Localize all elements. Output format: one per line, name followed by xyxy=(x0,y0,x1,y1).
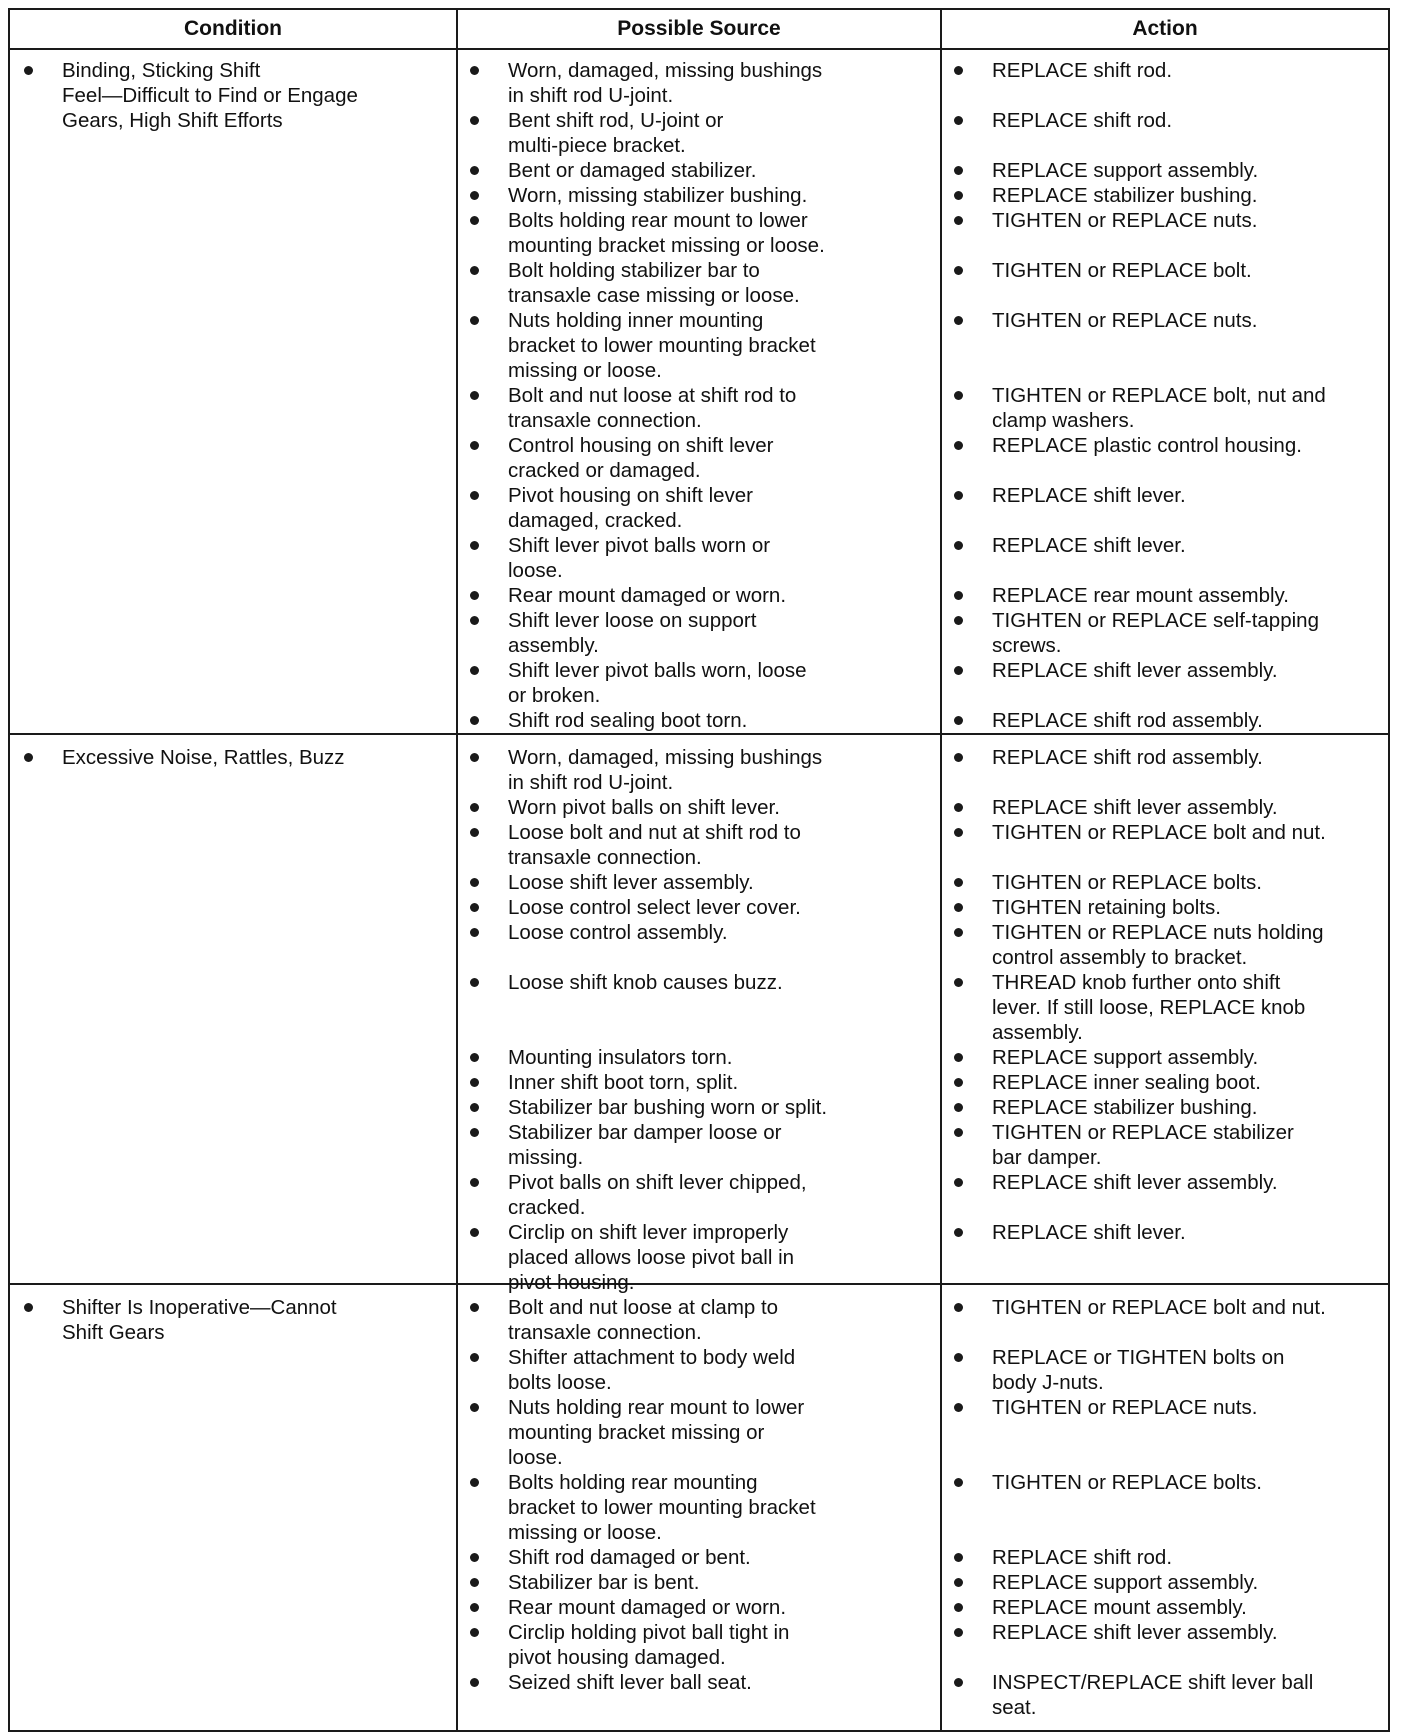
bullet-icon xyxy=(470,753,479,762)
source-text-line: Worn, damaged, missing bushings xyxy=(508,746,823,769)
action-text xyxy=(992,608,1319,658)
source-text-line: pivot housing damaged. xyxy=(508,1646,726,1669)
source-text-line: Pivot balls on shift lever chipped, xyxy=(508,1171,807,1194)
action-text xyxy=(992,108,1172,133)
action-text-line: INSPECT/REPLACE shift lever ball xyxy=(992,1671,1314,1694)
action-text-line: REPLACE shift lever assembly. xyxy=(992,1171,1278,1194)
action-text xyxy=(992,1545,1172,1570)
bullet-icon xyxy=(470,1078,479,1087)
action-text xyxy=(992,1620,1278,1645)
source-text-line: Rear mount damaged or worn. xyxy=(508,584,787,607)
condition-text-line: Binding, Sticking Shift xyxy=(62,59,261,82)
bullet-icon xyxy=(954,1403,963,1412)
source-text xyxy=(508,583,786,608)
source-text xyxy=(508,1295,778,1345)
table-row xyxy=(10,1285,1388,1730)
source-text-line: Bolt holding stabilizer bar to xyxy=(508,259,760,282)
bullet-icon xyxy=(470,441,479,450)
action-text xyxy=(992,383,1326,433)
action-text-line: seat. xyxy=(992,1696,1037,1719)
table-row xyxy=(10,735,1388,1294)
source-text-line: Shift lever pivot balls worn or xyxy=(508,534,771,557)
bullet-icon xyxy=(954,1053,963,1062)
action-text xyxy=(992,208,1257,233)
source-text-line: Shifter attachment to body weld xyxy=(508,1346,796,1369)
action-text-line: bar damper. xyxy=(992,1146,1102,1169)
bullet-icon xyxy=(470,1553,479,1562)
source-text-line: Loose control assembly. xyxy=(508,921,728,944)
bullet-icon xyxy=(954,928,963,937)
bullet-icon xyxy=(24,66,33,75)
action-text xyxy=(992,745,1263,770)
source-text-line: placed allows loose pivot ball in xyxy=(508,1246,795,1269)
source-text-line: loose. xyxy=(508,559,563,582)
action-text-line: REPLACE plastic control housing. xyxy=(992,434,1302,457)
source-text-line: Seized shift lever ball seat. xyxy=(508,1671,752,1694)
source-text xyxy=(508,1220,794,1295)
bullet-icon xyxy=(470,1353,479,1362)
action-text-line: body J-nuts. xyxy=(992,1371,1104,1394)
bullet-icon xyxy=(954,116,963,125)
bullet-icon xyxy=(954,1628,963,1637)
action-text xyxy=(992,433,1302,458)
source-text-line: Loose shift knob causes buzz. xyxy=(508,971,783,994)
bullet-icon xyxy=(470,216,479,225)
source-text xyxy=(508,533,770,583)
source-text xyxy=(508,58,822,108)
bullet-icon xyxy=(954,491,963,500)
action-text-line: REPLACE or TIGHTEN bolts on xyxy=(992,1346,1285,1369)
action-text-line: THREAD knob further onto shift xyxy=(992,971,1281,994)
bullet-icon xyxy=(954,391,963,400)
bullet-icon xyxy=(470,1053,479,1062)
source-text-line: transaxle connection. xyxy=(508,409,702,432)
source-text xyxy=(508,158,756,183)
source-text xyxy=(508,970,783,995)
bullet-icon xyxy=(470,716,479,725)
bullet-icon xyxy=(954,803,963,812)
source-text-line: Loose bolt and nut at shift rod to xyxy=(508,821,801,844)
action-text-line: clamp washers. xyxy=(992,409,1135,432)
action-text-line: REPLACE shift lever. xyxy=(992,1221,1186,1244)
condition-text-line: Gears, High Shift Efforts xyxy=(62,109,283,132)
action-text-line: REPLACE support assembly. xyxy=(992,1571,1259,1594)
source-text-line: bolts loose. xyxy=(508,1371,612,1394)
source-text xyxy=(508,1345,795,1395)
action-text xyxy=(992,820,1326,845)
source-text-line: in shift rod U-joint. xyxy=(508,771,674,794)
source-text xyxy=(508,1620,789,1670)
source-text-line: transaxle connection. xyxy=(508,1321,702,1344)
action-text-line: assembly. xyxy=(992,1021,1083,1044)
bullet-icon xyxy=(470,491,479,500)
action-text xyxy=(992,308,1257,333)
action-text xyxy=(992,1470,1262,1495)
bullet-icon xyxy=(954,1228,963,1237)
source-text-line: damaged, cracked. xyxy=(508,509,683,532)
bullet-icon xyxy=(24,753,33,762)
action-text-line: REPLACE stabilizer bushing. xyxy=(992,184,1258,207)
action-text-line: lever. If still loose, REPLACE knob xyxy=(992,996,1306,1019)
bullet-icon xyxy=(954,716,963,725)
source-text xyxy=(508,258,800,308)
bullet-icon xyxy=(954,441,963,450)
condition-text-line: Feel—Difficult to Find or Engage xyxy=(62,84,358,107)
source-text xyxy=(508,1120,781,1170)
action-text xyxy=(992,1345,1284,1395)
bullet-icon xyxy=(470,978,479,987)
action-text xyxy=(992,920,1324,970)
source-text-line: Bolt and nut loose at shift rod to xyxy=(508,384,797,407)
source-text-line: Worn, damaged, missing bushings xyxy=(508,59,823,82)
bullet-icon xyxy=(470,1403,479,1412)
source-text xyxy=(508,483,753,533)
condition-text xyxy=(62,1295,337,1345)
condition-text xyxy=(62,745,345,770)
source-text-line: Nuts holding inner mounting xyxy=(508,309,764,332)
source-text xyxy=(508,183,807,208)
source-text-line: Pivot housing on shift lever xyxy=(508,484,753,507)
action-text-line: REPLACE inner sealing boot. xyxy=(992,1071,1261,1094)
bullet-icon xyxy=(470,1628,479,1637)
action-text xyxy=(992,870,1262,895)
action-text-line: REPLACE rear mount assembly. xyxy=(992,584,1289,607)
bullet-icon xyxy=(954,878,963,887)
bullet-icon xyxy=(954,266,963,275)
source-text-line: transaxle case missing or loose. xyxy=(508,284,800,307)
action-text-line: TIGHTEN or REPLACE self-tapping xyxy=(992,609,1319,632)
bullet-icon xyxy=(470,116,479,125)
action-text-line: REPLACE shift lever assembly. xyxy=(992,1621,1278,1644)
bullet-icon xyxy=(954,1078,963,1087)
source-text xyxy=(508,708,747,733)
bullet-icon xyxy=(470,541,479,550)
source-text-line: Loose control select lever cover. xyxy=(508,896,801,919)
action-text xyxy=(992,1095,1258,1120)
source-text xyxy=(508,1545,751,1570)
source-text xyxy=(508,308,816,383)
source-text xyxy=(508,1595,786,1620)
source-text-line: Bolts holding rear mount to lower xyxy=(508,209,808,232)
action-text-line: REPLACE shift rod assembly. xyxy=(992,709,1263,732)
source-text-line: transaxle connection. xyxy=(508,846,702,869)
source-text-line: Stabilizer bar is bent. xyxy=(508,1571,700,1594)
source-text-line: Circlip holding pivot ball tight in xyxy=(508,1621,790,1644)
source-text-line: Bolts holding rear mounting xyxy=(508,1471,758,1494)
source-text xyxy=(508,795,780,820)
source-text xyxy=(508,383,796,433)
action-text-line: REPLACE stabilizer bushing. xyxy=(992,1096,1258,1119)
action-text-line: REPLACE mount assembly. xyxy=(992,1596,1247,1619)
bullet-icon xyxy=(954,1478,963,1487)
source-text xyxy=(508,820,801,870)
source-text-line: pivot housing. xyxy=(508,1271,635,1294)
bullet-icon xyxy=(954,66,963,75)
bullet-icon xyxy=(470,1303,479,1312)
action-text xyxy=(992,1670,1313,1720)
action-text xyxy=(992,1395,1257,1420)
source-text-line: cracked. xyxy=(508,1196,586,1219)
source-text xyxy=(508,208,825,258)
bullet-icon xyxy=(954,1178,963,1187)
action-text-line: screws. xyxy=(992,634,1062,657)
bullet-icon xyxy=(954,316,963,325)
action-text-line: REPLACE shift rod. xyxy=(992,109,1173,132)
action-text-line: TIGHTEN or REPLACE bolt, nut and xyxy=(992,384,1326,407)
action-text-line: REPLACE shift lever. xyxy=(992,534,1186,557)
bullet-icon xyxy=(954,216,963,225)
source-text xyxy=(508,870,754,895)
bullet-icon xyxy=(470,266,479,275)
troubleshooting-table xyxy=(8,8,1390,1732)
action-text xyxy=(992,1120,1294,1170)
source-text-line: Bent shift rod, U-joint or xyxy=(508,109,724,132)
source-text-line: Shift rod damaged or bent. xyxy=(508,1546,751,1569)
bullet-icon xyxy=(954,616,963,625)
action-text-line: TIGHTEN retaining bolts. xyxy=(992,896,1221,919)
action-text xyxy=(992,1045,1258,1070)
action-text-line: TIGHTEN or REPLACE bolt and nut. xyxy=(992,1296,1326,1319)
source-text xyxy=(508,1395,804,1470)
condition-text-line: Excessive Noise, Rattles, Buzz xyxy=(62,746,345,769)
action-text xyxy=(992,708,1263,733)
source-text xyxy=(508,108,723,158)
table-header xyxy=(10,10,1388,50)
bullet-icon xyxy=(470,1478,479,1487)
bullet-icon xyxy=(470,591,479,600)
bullet-icon xyxy=(470,828,479,837)
bullet-icon xyxy=(954,1553,963,1562)
action-text xyxy=(992,583,1289,608)
source-text xyxy=(508,1045,732,1070)
bullet-icon xyxy=(954,191,963,200)
bullet-icon xyxy=(470,66,479,75)
action-text xyxy=(992,1170,1278,1195)
action-text-line: REPLACE shift lever. xyxy=(992,484,1186,507)
source-text xyxy=(508,1670,752,1695)
source-text-line: Inner shift boot torn, split. xyxy=(508,1071,739,1094)
possible-source-header: Possible Source xyxy=(617,17,781,40)
source-text-line: bracket to lower mounting bracket xyxy=(508,1496,816,1519)
source-text-line: missing or loose. xyxy=(508,1521,662,1544)
action-text xyxy=(992,970,1305,1045)
source-text-line: or broken. xyxy=(508,684,601,707)
source-text xyxy=(508,895,801,920)
bullet-icon xyxy=(470,666,479,675)
bullet-icon xyxy=(470,1603,479,1612)
source-text xyxy=(508,1170,807,1220)
action-text xyxy=(992,1595,1247,1620)
bullet-icon xyxy=(470,191,479,200)
source-text-line: Control housing on shift lever xyxy=(508,434,774,457)
source-text xyxy=(508,608,756,658)
action-text xyxy=(992,533,1186,558)
source-text-line: multi-piece bracket. xyxy=(508,134,686,157)
action-text-line: TIGHTEN or REPLACE nuts. xyxy=(992,209,1258,232)
action-text-line: REPLACE support assembly. xyxy=(992,159,1259,182)
action-text-line: TIGHTEN or REPLACE bolt. xyxy=(992,259,1252,282)
action-text-line: REPLACE support assembly. xyxy=(992,1046,1259,1069)
source-text-line: Rear mount damaged or worn. xyxy=(508,1596,787,1619)
source-text xyxy=(508,1470,816,1545)
source-text-line: Circlip on shift lever improperly xyxy=(508,1221,789,1244)
bullet-icon xyxy=(954,978,963,987)
source-text-line: Shift lever loose on support xyxy=(508,609,757,632)
bullet-icon xyxy=(470,903,479,912)
bullet-icon xyxy=(954,1103,963,1112)
bullet-icon xyxy=(24,1303,33,1312)
action-text-line: REPLACE shift rod assembly. xyxy=(992,746,1263,769)
bullet-icon xyxy=(954,541,963,550)
bullet-icon xyxy=(470,1678,479,1687)
bullet-icon xyxy=(954,1678,963,1687)
source-text xyxy=(508,920,728,945)
bullet-icon xyxy=(954,1578,963,1587)
action-header: Action xyxy=(1132,17,1198,40)
action-text-line: TIGHTEN or REPLACE nuts holding xyxy=(992,921,1324,944)
action-text-line: TIGHTEN or REPLACE stabilizer xyxy=(992,1121,1294,1144)
source-text-line: mounting bracket missing or loose. xyxy=(508,234,825,257)
bullet-icon xyxy=(954,1353,963,1362)
source-text-line: Shift lever pivot balls worn, loose xyxy=(508,659,807,682)
source-text-line: mounting bracket missing or xyxy=(508,1421,765,1444)
action-text-line: TIGHTEN or REPLACE bolts. xyxy=(992,871,1262,894)
action-text xyxy=(992,658,1278,683)
action-text-line: control assembly to bracket. xyxy=(992,946,1248,969)
bullet-icon xyxy=(470,878,479,887)
source-text-line: loose. xyxy=(508,1446,563,1469)
source-text-line: Stabilizer bar bushing worn or split. xyxy=(508,1096,828,1119)
action-text xyxy=(992,1570,1258,1595)
action-text xyxy=(992,1220,1186,1245)
action-text-line: TIGHTEN or REPLACE nuts. xyxy=(992,1396,1258,1419)
bullet-icon xyxy=(954,666,963,675)
bullet-icon xyxy=(470,1228,479,1237)
source-text xyxy=(508,658,807,708)
source-text-line: Shift rod sealing boot torn. xyxy=(508,709,748,732)
source-text-line: bracket to lower mounting bracket xyxy=(508,334,816,357)
bullet-icon xyxy=(954,1603,963,1612)
bullet-icon xyxy=(470,803,479,812)
source-text-line: assembly. xyxy=(508,634,599,657)
source-text-line: missing or loose. xyxy=(508,359,662,382)
source-text-line: Worn pivot balls on shift lever. xyxy=(508,796,780,819)
action-text-line: REPLACE shift rod. xyxy=(992,1546,1173,1569)
action-text-line: REPLACE shift lever assembly. xyxy=(992,796,1278,819)
bullet-icon xyxy=(470,1128,479,1137)
bullet-icon xyxy=(470,616,479,625)
source-text xyxy=(508,433,774,483)
action-text-line: TIGHTEN or REPLACE bolts. xyxy=(992,1471,1262,1494)
source-text xyxy=(508,745,822,795)
action-text xyxy=(992,1070,1261,1095)
bullet-icon xyxy=(470,316,479,325)
condition-text-line: Shift Gears xyxy=(62,1321,165,1344)
source-text-line: Worn, missing stabilizer bushing. xyxy=(508,184,808,207)
action-text-line: REPLACE shift rod. xyxy=(992,59,1173,82)
source-text xyxy=(508,1570,699,1595)
source-text-line: Bolt and nut loose at clamp to xyxy=(508,1296,779,1319)
source-text-line: Stabilizer bar damper loose or xyxy=(508,1121,782,1144)
source-text-line: Bent or damaged stabilizer. xyxy=(508,159,757,182)
bullet-icon xyxy=(954,828,963,837)
source-text xyxy=(508,1095,827,1120)
source-text-line: missing. xyxy=(508,1146,584,1169)
bullet-icon xyxy=(954,1128,963,1137)
action-text xyxy=(992,795,1278,820)
action-text xyxy=(992,1295,1326,1320)
action-text-line: TIGHTEN or REPLACE bolt and nut. xyxy=(992,821,1326,844)
bullet-icon xyxy=(470,1578,479,1587)
bullet-icon xyxy=(470,1103,479,1112)
condition-text-line: Shifter Is Inoperative—Cannot xyxy=(62,1296,337,1319)
bullet-icon xyxy=(470,928,479,937)
bullet-icon xyxy=(954,903,963,912)
source-text-line: cracked or damaged. xyxy=(508,459,701,482)
bullet-icon xyxy=(954,166,963,175)
source-text-line: Loose shift lever assembly. xyxy=(508,871,754,894)
bullet-icon xyxy=(954,1303,963,1312)
condition-text xyxy=(62,58,358,133)
table-row xyxy=(10,48,1388,735)
bullet-icon xyxy=(470,391,479,400)
condition-header: Condition xyxy=(184,17,282,40)
source-text-line: Nuts holding rear mount to lower xyxy=(508,1396,805,1419)
action-text xyxy=(992,58,1172,83)
source-text-line: Mounting insulators torn. xyxy=(508,1046,733,1069)
action-text xyxy=(992,483,1186,508)
bullet-icon xyxy=(470,1178,479,1187)
action-text-line: TIGHTEN or REPLACE nuts. xyxy=(992,309,1258,332)
action-text xyxy=(992,258,1252,283)
bullet-icon xyxy=(954,753,963,762)
source-text xyxy=(508,1070,738,1095)
action-text-line: REPLACE shift lever assembly. xyxy=(992,659,1278,682)
action-text xyxy=(992,158,1258,183)
bullet-icon xyxy=(470,166,479,175)
action-text xyxy=(992,183,1258,208)
action-text xyxy=(992,895,1221,920)
source-text-line: in shift rod U-joint. xyxy=(508,84,674,107)
bullet-icon xyxy=(954,591,963,600)
